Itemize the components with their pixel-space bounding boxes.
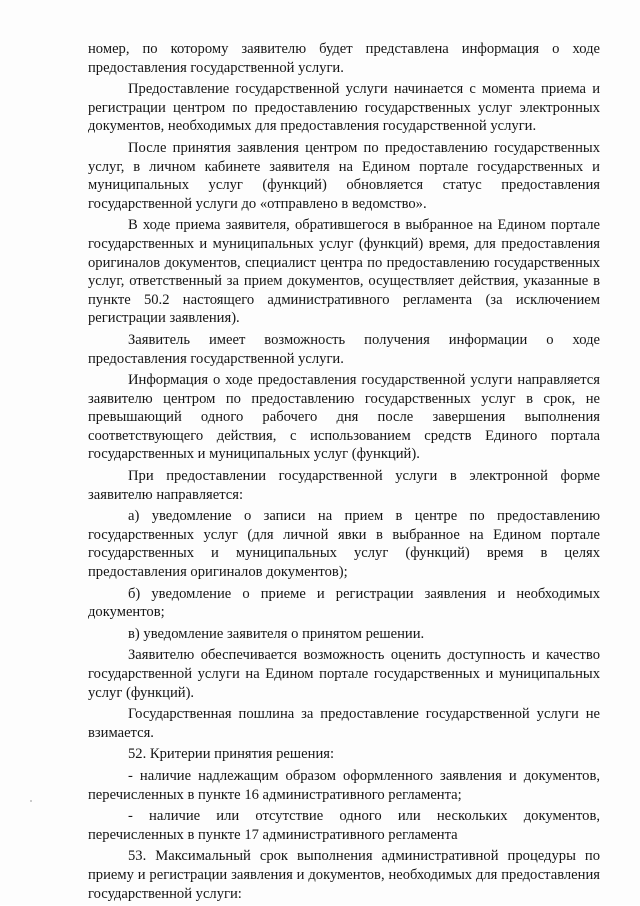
paragraph: После принятия заявления центром по предоставлению государственных услуг, в личном кабинете заявителя на Едином портале государственных и муниципальных услуг (функций) обновляется статус предоставления государственной услуги до «отправлено в ведомство». (88, 139, 600, 212)
paragraph: Заявитель имеет возможность получения информации о ходе предоставления государственной услуги. (88, 331, 600, 367)
section-heading-52: 52. Критерии принятия решения: (128, 746, 335, 763)
section-heading-53: 53. Максимальный срок выполнения административной процедуры по приему и регистрации заявления и документов, необходимых для предоставления государственной услуги: (88, 848, 600, 902)
paragraph-continuation: номер, по которому заявителю будет представлена информация о ходе предоставления государственной услуги. (88, 41, 600, 76)
criteria-item: - наличие надлежащим образом оформленного заявления и документов, перечисленных в пункте 16 административного регламента; (88, 767, 600, 803)
list-item-v: в) уведомление заявителя о принятом решении. (128, 625, 425, 642)
criteria-item: - наличие или отсутствие одного или нескольких документов, перечисленных в пункте 17 административного регламента (88, 808, 600, 843)
document-body (88, 40, 600, 906)
scan-speck (30, 800, 32, 802)
paragraph: Информация о ходе предоставления государственной услуги направляется заявителю центром по предоставлению государственных услуг в срок, не превышающий одного рабочего дня после завершения выполнения соответствующего действия, с использованием средств Единого портала государственных и муниципальных услуг (функций). (88, 372, 600, 463)
list-item-a: а) уведомление о записи на прием в центре по предоставлению государственных услуг (для личной явки в выбранное на Едином портале государственных и муниципальных услуг (функций) время в целях предоставления оригиналов документов); (88, 508, 600, 581)
list-item-b: б) уведомление о приеме и регистрации заявления и необходимых документов; (88, 585, 600, 621)
paragraph: Государственная пошлина за предоставление государственной услуги не взимается. (88, 706, 600, 741)
paragraph: Предоставление государственной услуги начинается с момента приема и регистрации центром по предоставлению государственных услуг электронных документов, необходимых для предоставления государственной услуги. (88, 81, 600, 135)
paragraph: Заявителю обеспечивается возможность оценить доступность и качество государственной услуги на Едином портале государственных и муниципальных услуг (функций). (88, 647, 600, 701)
paragraph: При предоставлении государственной услуги в электронной форме заявителю направляется: (88, 468, 600, 503)
paragraph: В ходе приема заявителя, обратившегося в выбранное на Едином портале государственных и муниципальных услуг (функций) время, для предоставления оригиналов документов, специалист центра по предоставлению государственных услуг, ответственный за прием документов, осуществляет действия, указанные в пункте 50.2 настоящего административного регламента (за исключением регистрации заявления). (88, 217, 600, 327)
